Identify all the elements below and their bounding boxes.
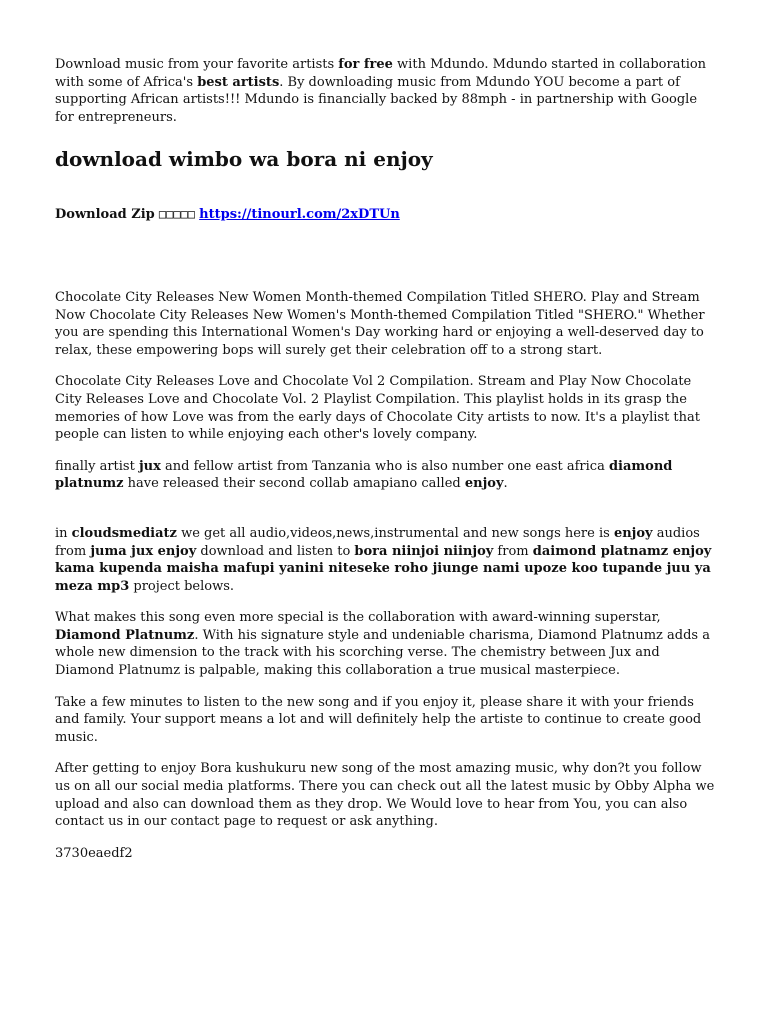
intro-bold-for-free: for free bbox=[338, 57, 393, 72]
bold-text: enjoy bbox=[464, 476, 504, 492]
bold-text: bora niinjoi niinjoy bbox=[354, 543, 494, 559]
intro-text: . By downloading music from Mdundo YOU become a part of supporting African artists!!! Mdundo is financially backed by 88mph - in partnership with Google for entrepreneurs. bbox=[55, 74, 698, 125]
text: . With his signature style and undeniable charisma, Diamond Platnumz adds a whole new dimension to the track with his scorching verse. The chemistry between Jux and Diamond Platnumz is palpable, making this collaboration a true musical masterpiece. bbox=[55, 627, 710, 679]
intro-text: with Mdundo. Mdundo started in collaboration with some of Africa's bbox=[55, 57, 707, 90]
paragraph-shero: Chocolate City Releases New Women Month-themed Compilation Titled SHERO. Play and Stream Now Chocolate City Releases New Women's Month-themed Compilation Titled "SHERO." Whether you are spending this International Women's Day working hard or enjoying a well-deserved day to relax, these empowering bops will surely get their celebration off to a strong start. bbox=[55, 289, 705, 358]
paragraph-collaboration bbox=[55, 609, 717, 679]
document-code: 3730eaedf2 bbox=[55, 845, 133, 861]
intro-text: Download music from your favorite artists bbox=[55, 57, 339, 72]
intro-paragraph bbox=[55, 56, 717, 126]
bold-text: diamond platnumz bbox=[55, 458, 673, 492]
bold-text: juma jux enjoy bbox=[90, 543, 197, 559]
text: download and listen to bbox=[196, 543, 355, 559]
text: have released their second collab amapiano called bbox=[123, 476, 465, 492]
paragraph-cloudsmediatz bbox=[55, 525, 717, 595]
paragraph-love-and-chocolate: Chocolate City Releases Love and Chocolate Vol 2 Compilation. Stream and Play Now Chocolate City Releases Love and Chocolate Vol. 2 Playlist Compilation. This playlist holds in its grasp the memories of how Love was from the early days of Chocolate City artists to now. It's a playlist that people can listen to while enjoying each other's lovely company. bbox=[55, 374, 701, 443]
text: . bbox=[503, 476, 508, 492]
bold-text: daimond platnamz enjoy kama kupenda maisha mafupi yanini niteseke roho jiunge nami upoze koo tupande juu ya meza mp3 bbox=[55, 543, 712, 594]
text: we get all audio,videos,news,instrumental and new songs here is bbox=[176, 525, 614, 541]
bold-text: jux bbox=[138, 458, 161, 474]
paragraph-jux-diamond bbox=[55, 458, 717, 493]
text: in bbox=[55, 525, 72, 541]
placeholder-glyphs: □□□□□ bbox=[158, 207, 196, 222]
text: and fellow artist from Tanzania who is also number one east africa bbox=[160, 458, 609, 474]
bold-text: cloudsmediatz bbox=[71, 525, 177, 541]
download-label: Download Zip bbox=[55, 207, 155, 223]
text: audios from bbox=[55, 525, 700, 559]
document-page bbox=[55, 56, 717, 862]
text: What makes this song even more special is the collaboration with award-winning superstar, bbox=[55, 610, 661, 626]
text: finally artist bbox=[55, 458, 139, 474]
paragraph-support: Take a few minutes to listen to the new song and if you enjoy it, please share it with your friends and family. Your support means a lot and will definitely help the artiste to continue to create good music. bbox=[55, 694, 702, 745]
text: from bbox=[493, 543, 533, 559]
download-link[interactable]: https://tinourl.com/2xDTUn bbox=[199, 207, 400, 223]
page-title: download wimbo wa bora ni enjoy bbox=[55, 147, 433, 172]
bold-text: Diamond Platnumz bbox=[55, 627, 195, 643]
text: project belows. bbox=[129, 578, 235, 594]
download-line bbox=[55, 206, 717, 224]
intro-bold-best-artists: best artists bbox=[197, 74, 280, 90]
bold-text: enjoy bbox=[613, 525, 653, 541]
paragraph-follow-us: After getting to enjoy Bora kushukuru new song of the most amazing music, why don?t you follow us on all our social media platforms. There you can check out all the latest music by Obby Alpha we upload and also can download them as they drop. We Would love to hear from You, you can also contact us in our contact page to request or ask anything. bbox=[55, 761, 715, 830]
